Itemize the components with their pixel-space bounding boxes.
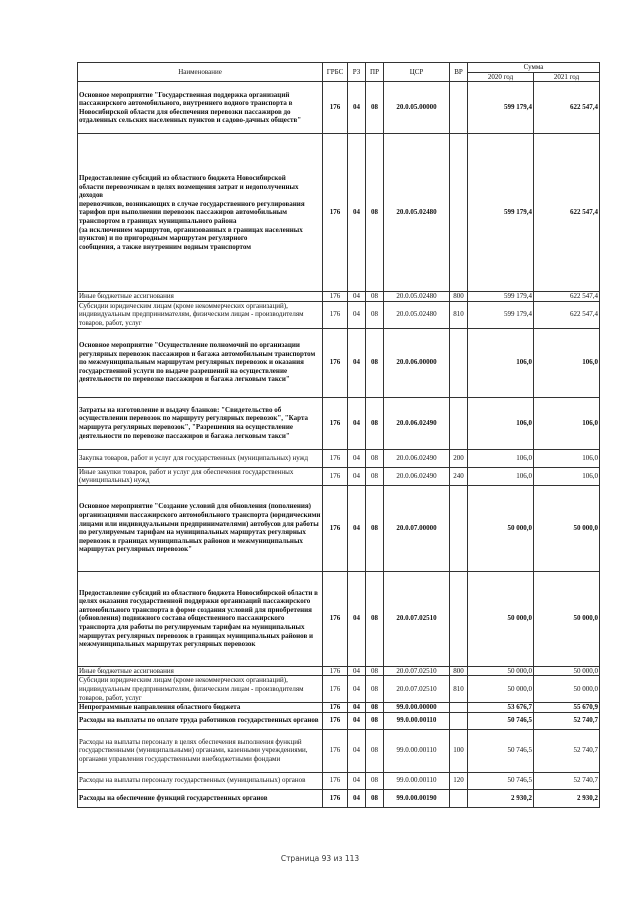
- cell-rz: 04: [348, 485, 366, 571]
- cell-rz: 04: [348, 676, 366, 703]
- cell-vr: 800: [450, 666, 468, 676]
- cell-name: Основное мероприятие "Осуществление полномочий по организации регулярных перевозок пассажиров и багажа автомобильным транспортом по межмуниципальным маршрутам регулярных перевозок и оказания государственной услуги по выдаче разрешений на осуществление деятельности по перевозке пассажиров и багажа легковым такси": [78, 328, 323, 397]
- cell-csr: 20.0.06.02490: [384, 449, 450, 467]
- cell-csr: 20.0.05.02480: [384, 301, 450, 328]
- cell-pr: 08: [366, 82, 384, 134]
- cell-pr: 08: [366, 789, 384, 807]
- cell-amount-2021: 622 547,4: [534, 301, 600, 328]
- cell-amount-2020: 106,0: [468, 328, 534, 397]
- cell-amount-2020: 50 000,0: [468, 485, 534, 571]
- cell-vr: 120: [450, 772, 468, 789]
- cell-amount-2021: 52 740,7: [534, 712, 600, 729]
- cell-vr: [450, 485, 468, 571]
- header-sum: Сумма: [468, 63, 600, 73]
- cell-csr: 20.0.05.00000: [384, 82, 450, 134]
- cell-vr: [450, 571, 468, 666]
- table-row: [78, 397, 600, 449]
- cell-amount-2020: 599 179,4: [468, 301, 534, 328]
- cell-name: Расходы на выплаты по оплате труда работников государственных органов: [78, 712, 323, 729]
- cell-amount-2021: 52 740,7: [534, 729, 600, 772]
- table-body: [78, 82, 600, 808]
- cell-rz: 04: [348, 134, 366, 292]
- cell-name: Расходы на выплаты персоналу в целях обеспечения выполнения функций государственными (муниципальными) органами, казенными учреждениями, органами управления государственными внебюджетными фондами: [78, 729, 323, 772]
- header-pr: ПР: [366, 63, 384, 82]
- cell-pr: 08: [366, 328, 384, 397]
- cell-rz: 04: [348, 467, 366, 485]
- cell-name: Субсидии юридическим лицам (кроме некоммерческих организаций), индивидуальным предпринимателям, физическим лицам - производителям товаров, работ, услуг: [78, 301, 323, 328]
- table-row: [78, 467, 600, 485]
- cell-name: Предоставление субсидий из областного бюджета Новосибирской области перевозчикам в целях возмещения затрат и недополученных доходов перевозчиков, возникающих в случае государственного регулирования тарифов при выполнении перевозок пассажиров автомобильным транспортом в границах муниципального района (за исключением маршрутов, организованных в границах населенных пунктов) и по пригородным маршрутам регулярного сообщения, а также внутренним водным транспортом: [78, 134, 323, 292]
- budget-table: [77, 62, 600, 808]
- cell-grbs: 176: [323, 729, 348, 772]
- cell-csr: 20.0.07.00000: [384, 485, 450, 571]
- header-year-2021: 2021 год: [534, 72, 600, 82]
- table-row: [78, 328, 600, 397]
- header-year-2020: 2020 год: [468, 72, 534, 82]
- table-row: [78, 676, 600, 703]
- cell-pr: 08: [366, 467, 384, 485]
- cell-grbs: 176: [323, 712, 348, 729]
- cell-csr: 20.0.06.02490: [384, 397, 450, 449]
- cell-vr: [450, 82, 468, 134]
- cell-vr: 800: [450, 292, 468, 302]
- cell-rz: 04: [348, 397, 366, 449]
- cell-rz: 04: [348, 729, 366, 772]
- cell-amount-2021: 50 000,0: [534, 666, 600, 676]
- cell-csr: 99.0.00.00110: [384, 729, 450, 772]
- cell-name: Закупка товаров, работ и услуг для государственных (муниципальных) нужд: [78, 449, 323, 467]
- cell-amount-2021: 2 930,2: [534, 789, 600, 807]
- cell-amount-2021: 52 740,7: [534, 772, 600, 789]
- cell-name: Иные бюджетные ассигнования: [78, 666, 323, 676]
- cell-pr: 08: [366, 729, 384, 772]
- cell-csr: 20.0.06.00000: [384, 328, 450, 397]
- table-row: [78, 789, 600, 807]
- cell-rz: 04: [348, 772, 366, 789]
- cell-grbs: 176: [323, 467, 348, 485]
- cell-amount-2021: 50 000,0: [534, 571, 600, 666]
- cell-amount-2020: 599 179,4: [468, 134, 534, 292]
- cell-grbs: 176: [323, 703, 348, 713]
- cell-name: Расходы на обеспечение функций государственных органов: [78, 789, 323, 807]
- cell-rz: 04: [348, 703, 366, 713]
- cell-csr: 20.0.07.02510: [384, 666, 450, 676]
- header-vr: ВР: [450, 63, 468, 82]
- cell-name: Затраты на изготовление и выдачу бланков: "Свидетельство об осуществлении перевозок по маршруту регулярных перевозок", "Карта маршрута регулярных перевозок", "Разрешения на осуществление деятельности по перевозке пассажиров и багажа легковым такси": [78, 397, 323, 449]
- cell-grbs: 176: [323, 292, 348, 302]
- cell-name: Предоставление субсидий из областного бюджета Новосибирской области в целях оказания государственной поддержки организаций пассажирского автомобильного транспорта в форме создания условий для приобретения (обновления) подвижного состава общественного пассажирского транспорта для работы по регулируемым тарифам на муниципальных маршрутах регулярных перевозок в границах муниципальных районов и межмуниципальных маршрутах регулярных перевозок: [78, 571, 323, 666]
- table-row: [78, 292, 600, 302]
- table-row: [78, 301, 600, 328]
- cell-pr: 08: [366, 676, 384, 703]
- cell-csr: 20.0.06.02490: [384, 467, 450, 485]
- cell-pr: 08: [366, 449, 384, 467]
- cell-rz: 04: [348, 789, 366, 807]
- cell-amount-2020: 53 676,7: [468, 703, 534, 713]
- cell-csr: 20.0.05.02480: [384, 292, 450, 302]
- cell-amount-2021: 106,0: [534, 449, 600, 467]
- cell-vr: 810: [450, 301, 468, 328]
- cell-grbs: 176: [323, 134, 348, 292]
- cell-rz: 04: [348, 301, 366, 328]
- cell-pr: 08: [366, 292, 384, 302]
- cell-grbs: 176: [323, 666, 348, 676]
- table-row: [78, 485, 600, 571]
- cell-name: Основное мероприятие "Создание условий для обновления (пополнения) организациями пассажирского автомобильного транспорта (юридическими лицами или индивидуальными предпринимателями) автобусов для работы по регулируемым тарифам на муниципальных маршрутах регулярных перевозок в границах муниципальных районов и межмуниципальных маршрутах регулярных перевозок": [78, 485, 323, 571]
- table-row: [78, 134, 600, 292]
- header-rz: РЗ: [348, 63, 366, 82]
- cell-vr: 200: [450, 449, 468, 467]
- cell-amount-2020: 599 179,4: [468, 82, 534, 134]
- header-grbs: ГРБС: [323, 63, 348, 82]
- cell-amount-2021: 622 547,4: [534, 82, 600, 134]
- cell-amount-2020: 106,0: [468, 397, 534, 449]
- cell-amount-2020: 50 000,0: [468, 666, 534, 676]
- cell-amount-2020: 2 930,2: [468, 789, 534, 807]
- cell-rz: 04: [348, 328, 366, 397]
- cell-csr: 99.0.00.00000: [384, 703, 450, 713]
- cell-amount-2021: 106,0: [534, 467, 600, 485]
- cell-vr: 100: [450, 729, 468, 772]
- table-row: [78, 449, 600, 467]
- cell-amount-2020: 50 746,5: [468, 712, 534, 729]
- cell-vr: [450, 134, 468, 292]
- cell-pr: 08: [366, 666, 384, 676]
- cell-csr: 99.0.00.00190: [384, 789, 450, 807]
- cell-name: Субсидии юридическим лицам (кроме некоммерческих организаций), индивидуальным предпринимателям, физическим лицам - производителям товаров, работ, услуг: [78, 676, 323, 703]
- cell-vr: [450, 703, 468, 713]
- cell-amount-2021: 50 000,0: [534, 485, 600, 571]
- table-row: [78, 729, 600, 772]
- cell-csr: 20.0.05.02480: [384, 134, 450, 292]
- cell-pr: 08: [366, 397, 384, 449]
- cell-amount-2021: 50 000,0: [534, 676, 600, 703]
- header-name: Наименование: [78, 63, 323, 82]
- cell-pr: 08: [366, 134, 384, 292]
- cell-name: Иные закупки товаров, работ и услуг для обеспечения государственных (муниципальных) нужд: [78, 467, 323, 485]
- cell-vr: [450, 328, 468, 397]
- cell-grbs: 176: [323, 328, 348, 397]
- cell-csr: 99.0.00.00110: [384, 712, 450, 729]
- cell-grbs: 176: [323, 397, 348, 449]
- cell-vr: [450, 712, 468, 729]
- cell-rz: 04: [348, 666, 366, 676]
- cell-csr: 20.0.07.02510: [384, 676, 450, 703]
- cell-vr: 810: [450, 676, 468, 703]
- cell-grbs: 176: [323, 676, 348, 703]
- cell-pr: 08: [366, 485, 384, 571]
- cell-rz: 04: [348, 292, 366, 302]
- cell-amount-2021: 622 547,4: [534, 134, 600, 292]
- cell-pr: 08: [366, 772, 384, 789]
- table-row: [78, 703, 600, 713]
- cell-amount-2021: 106,0: [534, 397, 600, 449]
- cell-grbs: 176: [323, 449, 348, 467]
- cell-pr: 08: [366, 703, 384, 713]
- cell-vr: [450, 789, 468, 807]
- table-row: [78, 712, 600, 729]
- cell-grbs: 176: [323, 571, 348, 666]
- cell-grbs: 176: [323, 772, 348, 789]
- cell-name: Иные бюджетные ассигнования: [78, 292, 323, 302]
- cell-name: Основное мероприятие "Государственная поддержка организаций пассажирского автомобильного, внутреннего водного транспорта в Новосибирской области для обеспечения перевозки пассажиров до отдаленных сельских населенных пунктов и садово-дачных обществ": [78, 82, 323, 134]
- cell-csr: 99.0.00.00110: [384, 772, 450, 789]
- cell-amount-2020: 106,0: [468, 449, 534, 467]
- cell-grbs: 176: [323, 789, 348, 807]
- cell-amount-2020: 50 746,5: [468, 729, 534, 772]
- cell-vr: 240: [450, 467, 468, 485]
- cell-amount-2020: 50 000,0: [468, 571, 534, 666]
- cell-rz: 04: [348, 712, 366, 729]
- cell-amount-2021: 622 547,4: [534, 292, 600, 302]
- cell-vr: [450, 397, 468, 449]
- cell-amount-2021: 55 670,9: [534, 703, 600, 713]
- cell-rz: 04: [348, 82, 366, 134]
- cell-name: Расходы на выплаты персоналу государственных (муниципальных) органов: [78, 772, 323, 789]
- table-row: [78, 82, 600, 134]
- cell-grbs: 176: [323, 301, 348, 328]
- table-row: [78, 666, 600, 676]
- cell-amount-2020: 50 746,5: [468, 772, 534, 789]
- cell-grbs: 176: [323, 485, 348, 571]
- cell-rz: 04: [348, 449, 366, 467]
- cell-name: Непрограммные направления областного бюджета: [78, 703, 323, 713]
- cell-amount-2020: 106,0: [468, 467, 534, 485]
- cell-pr: 08: [366, 712, 384, 729]
- cell-pr: 08: [366, 301, 384, 328]
- cell-amount-2020: 599 179,4: [468, 292, 534, 302]
- header-csr: ЦСР: [384, 63, 450, 82]
- page-number: Страница 93 из 113: [280, 854, 360, 863]
- table-row: [78, 571, 600, 666]
- cell-amount-2021: 106,0: [534, 328, 600, 397]
- table-row: [78, 772, 600, 789]
- cell-csr: 20.0.07.02510: [384, 571, 450, 666]
- cell-rz: 04: [348, 571, 366, 666]
- cell-amount-2020: 50 000,0: [468, 676, 534, 703]
- cell-grbs: 176: [323, 82, 348, 134]
- cell-pr: 08: [366, 571, 384, 666]
